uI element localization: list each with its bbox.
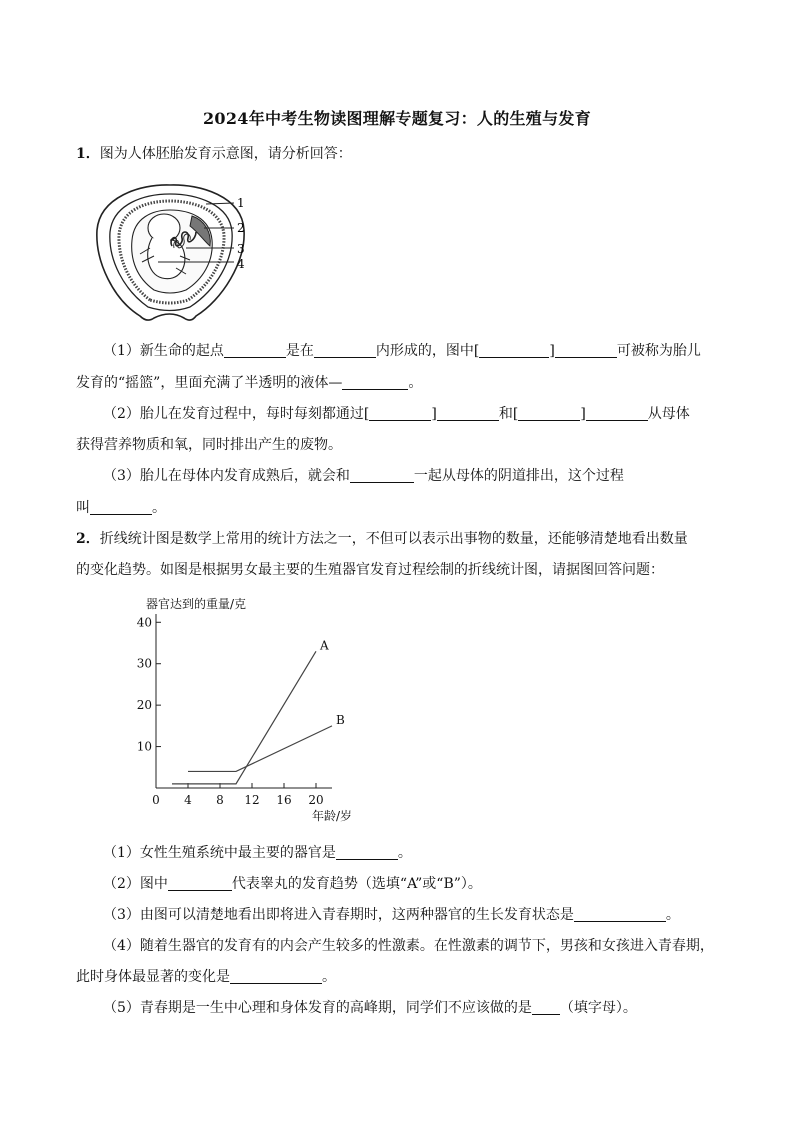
x-tick-label: 20 [308,793,324,807]
q1-sub3-line1: （3）胎儿在母体内发育成熟后，就会和 一起从母体的阴道排出，这个过程 [103,468,624,484]
series-line-a [172,651,316,784]
answer-blank[interactable] [437,406,499,421]
series-label-b: B [336,712,345,727]
x-tick-label: 12 [244,793,260,807]
q1-stem-text: 图为人体胚胎发育示意图，请分析回答： [99,146,352,162]
y-tick-label: 30 [136,656,152,671]
answer-blank[interactable] [336,845,398,860]
answer-blank[interactable] [479,343,549,358]
embryo-diagram [92,182,267,324]
q2-stem-line1: 2．折线统计图是数学上常用的统计方法之一，不但可以表示出事物的数量，还能够清楚地看出数量 [76,531,688,547]
q2-sub2: （2）图中 代表睾丸的发育趋势（选填“A”或“B”）。 [103,876,482,892]
answer-blank[interactable] [518,406,580,421]
q1-sub3-line2: 叫 。 [76,500,166,516]
answer-blank[interactable] [586,406,648,421]
x-tick-label: 16 [276,793,292,807]
q2-sub5: （5）青春期是一生中心理和身体发育的高峰期，同学们不应该做的是 （填字母）。 [103,1000,637,1016]
series-label-a: A [320,638,329,653]
answer-blank[interactable] [532,1000,560,1015]
diagram-label-4: 4 [237,257,245,271]
x-tick-label: 8 [216,793,224,807]
q1-stem [76,145,352,163]
q2-sub4-line1: （4）随着生器官的发育有的内会产生较多的性激素。在性激素的调节下，男孩和女孩进入青春期， [103,938,714,954]
answer-blank[interactable] [224,343,286,358]
answer-blank[interactable] [350,468,414,483]
answer-blank[interactable] [555,343,617,358]
x-tick-label: 4 [184,793,192,807]
series-line-b [188,726,332,772]
q2-number: 2． [76,531,100,547]
answer-blank[interactable] [574,907,666,922]
q1-sub1-line2: 发育的“摇篮”，里面充满了半透明的液体— 。 [76,375,423,391]
y-tick-label: 40 [136,615,152,630]
y-tick-label: 20 [136,698,152,713]
diagram-label-1: 1 [237,196,245,210]
q2-sub4-line2: 此时身体最显著的变化是 。 [76,969,336,985]
answer-blank[interactable] [314,343,376,358]
q1-sub1-line1: （1）新生命的起点 是在 内形成的，图中[ ] 可被称为胎儿 [103,343,701,359]
x-axis-label: 年龄/岁 [312,809,353,823]
q1-number: 1． [76,146,100,162]
q1-sub2-line1: （2）胎儿在发育过程中，每时每刻都通过[ ] 和[ ] 从母体 [103,406,690,422]
page-title: 2024年中考生物读图理解专题复习：人的生殖与发育 [202,109,592,128]
q2-sub1: （1）女性生殖系统中最主要的器官是 。 [103,845,412,861]
diagram-label-3: 3 [237,242,245,256]
answer-blank[interactable] [230,969,322,984]
y-axis-label: 器官达到的重量/克 [146,597,247,611]
q2-sub3: （3）由图可以清楚地看出即将进入青春期时，这两种器官的生长发育状态是 。 [103,907,680,923]
organ-growth-chart [120,592,390,827]
answer-blank[interactable] [168,876,232,891]
q2-stem-line2: 的变化趋势。如图是根据男女最主要的生殖器官发育过程绘制的折线统计图，请据图回答问题： [76,562,664,578]
answer-blank[interactable] [90,500,152,515]
x-tick-label: 0 [152,793,160,807]
diagram-label-2: 2 [237,221,245,235]
answer-blank[interactable] [369,406,431,421]
answer-blank[interactable] [342,375,408,390]
q1-sub2-line2: 获得营养物质和氧，同时排出产生的废物。 [76,437,342,453]
y-tick-label: 10 [136,739,152,754]
